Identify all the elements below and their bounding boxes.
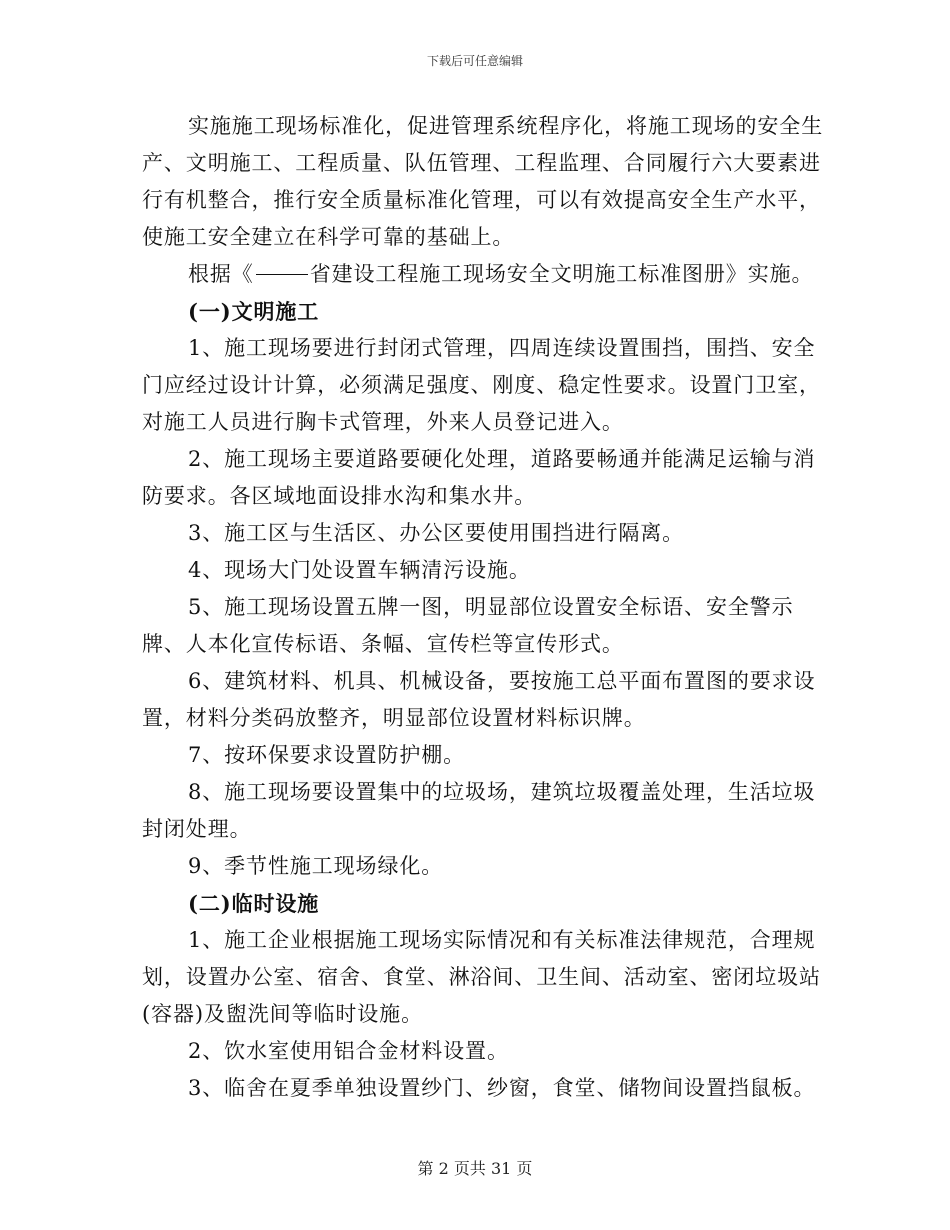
- list-item: 3、施工区与生活区、办公区要使用围挡进行隔离。: [188, 521, 685, 545]
- intro-paragraph: 实施施工现场标准化，促进管理系统程序化，将施工现场的安全生产、文明施工、工程质量、队伍管理、工程监理、合同履行六大要素进行有机整合，推行安全质量标准化管理，可以有效提高安全生产水平，使施工安全建立在科学可靠的基础上。: [142, 114, 824, 249]
- list-item: 5、施工现场设置五牌一图，明显部位设置安全标语、安全警示牌、人本化宣传标语、条幅、宣传栏等宣传形式。: [142, 595, 794, 656]
- document-body: [142, 108, 832, 1107]
- list-item: 2、饮水室使用铝合金材料设置。: [188, 1039, 509, 1063]
- list-item: 3、临舍在夏季单独设置纱门、纱窗，食堂、储物间设置挡鼠板。: [188, 1076, 816, 1100]
- list-item: 2、施工现场主要道路要硬化处理，道路要畅通并能满足运输与消防要求。各区域地面设排水沟和集水井。: [142, 447, 816, 508]
- list-item: 9、季节性施工现场绿化。: [188, 854, 444, 878]
- list-item: 7、按环保要求设置防护棚。: [188, 743, 466, 767]
- list-item: 1、施工现场要进行封闭式管理，四周连续设置围挡，围挡、安全门应经过设计计算，必须满足强度、刚度、稳定性要求。设置门卫室，对施工人员进行胸卡式管理，外来人员登记进入。: [142, 336, 821, 434]
- list-item: 8、施工现场要设置集中的垃圾场，建筑垃圾覆盖处理，生活垃圾封闭处理。: [142, 780, 816, 841]
- page-footer: 第 2 页共 31 页: [417, 1159, 533, 1178]
- blank-underline: [256, 273, 308, 275]
- section-title-civilized-construction: (一)文明施工: [188, 299, 320, 324]
- list-item: 6、建筑材料、机具、机械设备，要按施工总平面布置图的要求设置，材料分类码放整齐，明显部位设置材料标识牌。: [142, 669, 816, 730]
- page-header: 下载后可任意编辑: [426, 54, 523, 68]
- list-item: 1、施工企业根据施工现场实际情况和有关标准法律规范，合理规划，设置办公室、宿舍、食堂、淋浴间、卫生间、活动室、密闭垃圾站(容器)及盥洗间等临时设施。: [142, 928, 821, 1026]
- reference-suffix: 省建设工程施工现场安全文明施工标准图册》实施。: [309, 262, 814, 286]
- reference-paragraph: [142, 256, 832, 293]
- reference-prefix: 根据《: [188, 262, 254, 286]
- list-item: 4、现场大门处设置车辆清污设施。: [188, 558, 531, 582]
- section-title-temporary-facilities: (二)临时设施: [188, 891, 320, 916]
